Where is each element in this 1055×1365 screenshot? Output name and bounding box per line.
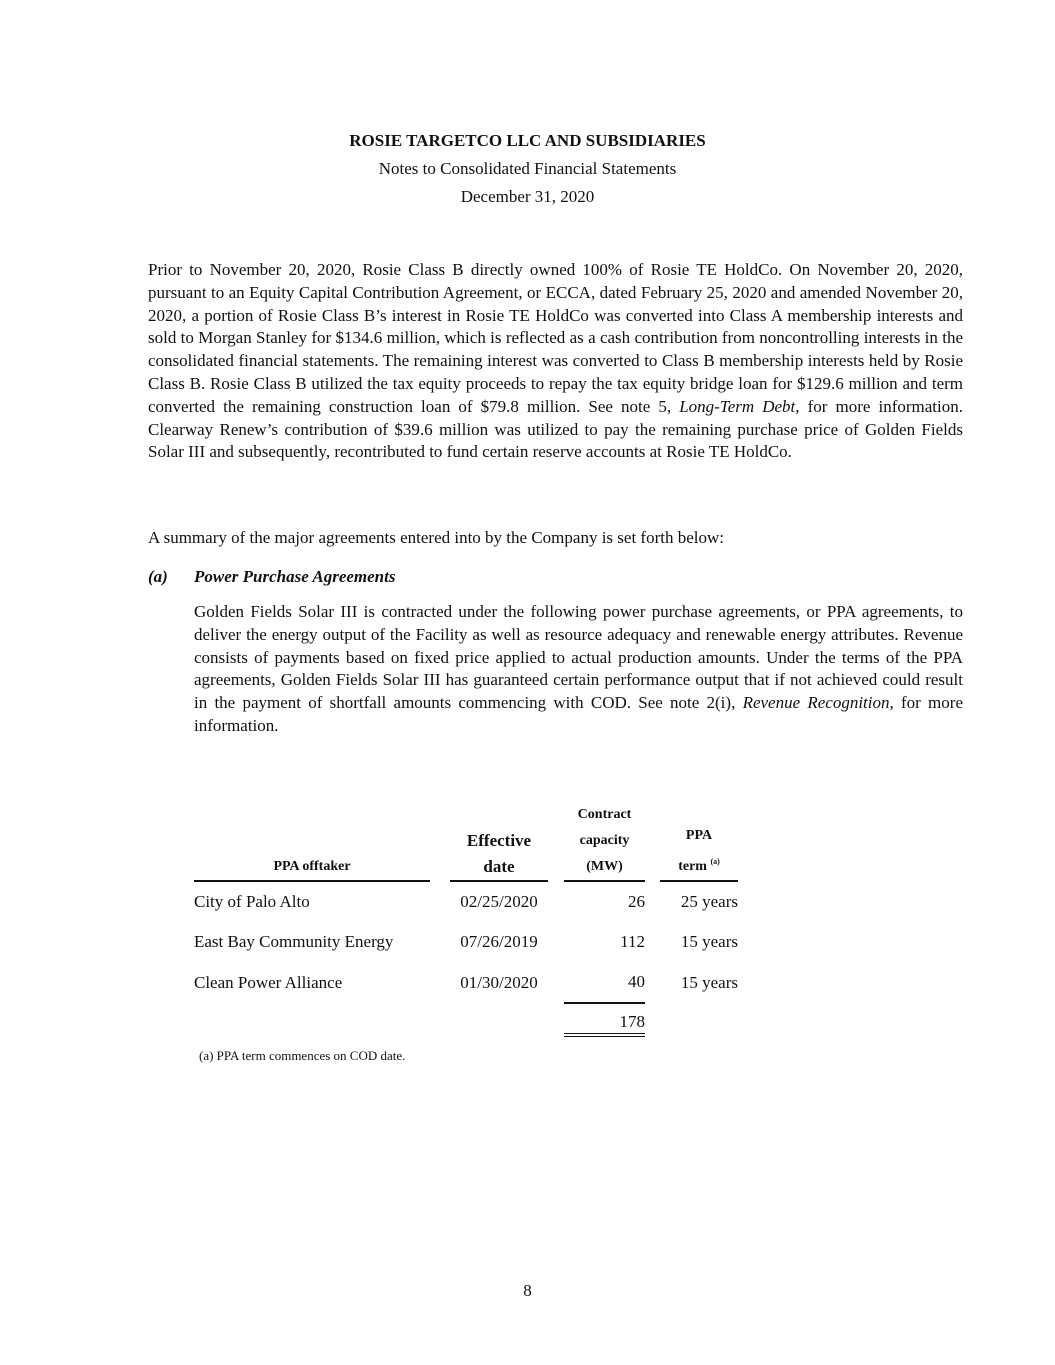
offtaker-cell: City of Palo Alto bbox=[194, 892, 310, 911]
offtaker-cell: East Bay Community Energy bbox=[194, 932, 394, 951]
section-title: Power Purchase Agreements bbox=[194, 567, 396, 586]
term-cell: 15 years bbox=[680, 973, 738, 992]
section-heading-ppa bbox=[148, 567, 395, 587]
column-header-ppa-term: PPA term $^{(a)}$ bbox=[660, 802, 738, 882]
table-row bbox=[194, 962, 738, 1004]
paragraph-ownership bbox=[148, 259, 963, 464]
column-header-offtaker: PPA offtaker bbox=[194, 802, 430, 882]
term-cell: 15 years bbox=[680, 932, 738, 951]
effective-date-cell: 01/30/2020 bbox=[460, 973, 538, 992]
page-number: 8 bbox=[523, 1281, 532, 1300]
paragraph-summary-intro: A summary of the major agreements entered into by the Company is set forth below: bbox=[148, 528, 724, 547]
total-capacity-cell bbox=[564, 1004, 645, 1044]
footnote-marker: (a) bbox=[710, 857, 720, 866]
table-footnote: (a) PPA term commences on COD date. bbox=[199, 1048, 406, 1063]
column-header-capacity: Contract capacity (MW) bbox=[564, 802, 645, 882]
paragraph-text: for more information. bbox=[194, 693, 963, 735]
company-name: ROSIE TARGETCO LLC AND SUBSIDIARIES bbox=[349, 131, 706, 150]
ppa-table bbox=[194, 802, 738, 1044]
document-subtitle: Notes to Consolidated Financial Statements bbox=[378, 159, 677, 178]
paragraph-ppa-description bbox=[194, 601, 963, 738]
total-capacity-value: 178 bbox=[564, 1011, 645, 1037]
effective-date-cell: 02/25/2020 bbox=[460, 892, 538, 911]
section-letter: (a) bbox=[148, 567, 168, 586]
table-row bbox=[194, 882, 738, 922]
table-header-row bbox=[194, 802, 738, 882]
paragraph-text: Golden Fields Solar III is contracted under the following power purchase agreements, or PPA agreements, to deliver the energy output of the Facility as well as resource adequacy and renewable energy attributes. Revenue consists of payments based on fixed price applied to actual production amounts. Under the terms of the PPA agreements, Golden Fields Solar III has guaranteed certain performance output that if not achieved could result in the payment of shortfall amounts commencing with COD. See note 2(i), bbox=[194, 602, 963, 713]
paragraph-text: , for more information. Clearway Renew’s contribution of $39.6 million was utilized to pay the remaining purchase price of Golden Fields Solar III and subsequently, recontributed to fund certain reserve accounts at Rosie TE HoldCo. bbox=[148, 396, 964, 462]
capacity-cell: 112 bbox=[620, 932, 645, 951]
column-header-effective-date: Effective date bbox=[450, 802, 548, 882]
effective-date-cell: 07/26/2019 bbox=[460, 932, 538, 951]
note-reference-revenue-recognition: Revenue Recognition, bbox=[742, 693, 894, 713]
table-total-row bbox=[194, 1004, 738, 1044]
capacity-cell: 40 bbox=[564, 962, 645, 1004]
offtaker-cell: Clean Power Alliance bbox=[194, 973, 343, 992]
note-reference-long-term-debt: Long-Term Debt bbox=[679, 396, 796, 416]
term-cell: 25 years bbox=[680, 892, 738, 911]
statement-date: December 31, 2020 bbox=[460, 187, 595, 206]
paragraph-text: Prior to November 20, 2020, Rosie Class B directly owned 100% of Rosie TE HoldCo. On November 20, 2020, pursuant to an Equity Capital Contribution Agreement, or ECCA, dated February 25, 2020 and amended November 20, 2020, a portion of Rosie Class B’s interest in Rosie TE HoldCo was converted into Class A membership interests and sold to Morgan Stanley for $134.6 million, which is reflected as a cash contribution from noncontrolling interests in the consolidated financial statements. The remaining interest was converted to Class B membership interests held by Rosie Class B. Rosie Class B utilized the tax equity proceeds to repay the tax equity bridge loan for $129.6 million and term converted the remaining construction loan of $79.8 million. See note 5, bbox=[148, 260, 963, 416]
capacity-cell: 26 bbox=[628, 892, 645, 911]
table-row bbox=[194, 922, 738, 962]
